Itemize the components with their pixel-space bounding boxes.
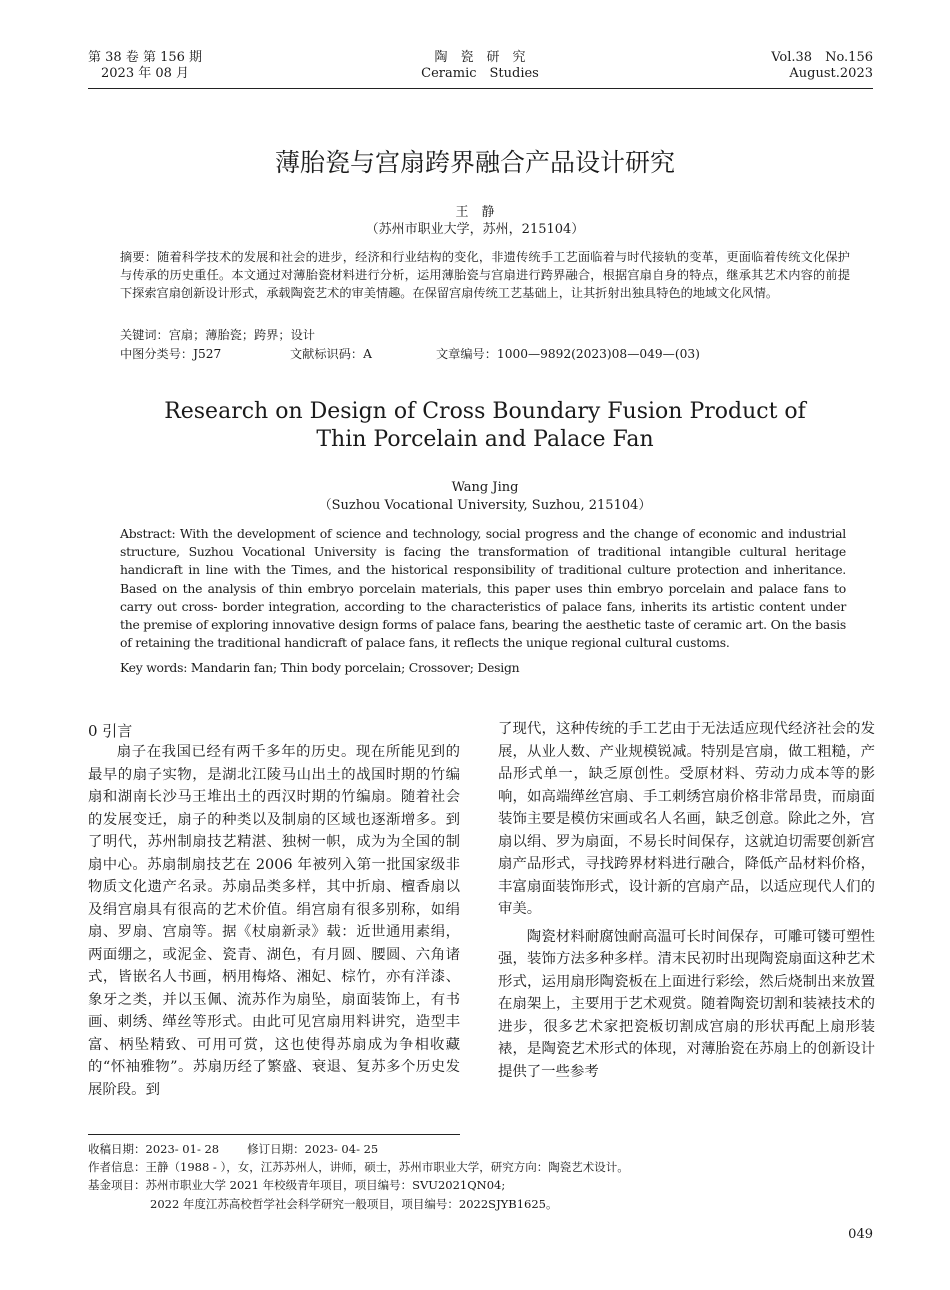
received-date: 收稿日期：2023- 01- 28: [88, 1142, 220, 1156]
fund-info-2: 2022 年度江苏高校哲学社会科学研究一般项目，项目编号：2022SJYB1625。: [150, 1197, 558, 1211]
author-en: Wang Jing: [451, 480, 519, 495]
body-paragraph: 了现代，这种传统的手工艺由于无法适应现代经济社会的发展，从业人数、产业规模锐减。特别是宫扇，做工粗糙，产品形式单一，缺乏原创性。受原材料、劳动力成本等的影响，如高端缂丝宫扇、手工刺绣宫扇价格非常昂贵，而扇面装饰主要是模仿宋画或名人名画，缺乏创意。除此之外，宫扇以绢、罗为扇面，不易长时间保存，这就迫切需要创新宫扇产品形式，寻找跨界材料进行融合，降低产品材料价格，丰富扇面装饰形式，设计新的宫扇产品，以适应现代人们的审美。: [498, 721, 875, 917]
header-rule: [88, 88, 873, 89]
header-left: [88, 50, 202, 82]
body-column-left: 扇子在我国已经有两千多年的历史。现在所能见到的最早的扇子实物，是湖北江陵马山出土的战国时期的竹编扇和湖南长沙马王堆出土的西汉时期的竹编扇。随着社会的发展变迁，扇子的种类以及制扇的区域也逐渐增多。到了明代，苏州制扇技艺精湛、独树一帜，成为为全国的制扇中心。苏扇制扇技艺在 2006 年被列入第一批国家级非物质文化遗产名录。苏扇品类多样，其中折扇、檀香扇以及绢宫扇具有很高的艺术价值。绢宫扇有很多别称，如绢扇、罗扇、宫扇等。据《杖扇新录》载：近世通用素绢，两面绷之，或泥金、瓷青、湖色，有月圆、腰圆、六角诸式，皆嵌名人书画，柄用梅烙、湘妃、棕竹，亦有洋漆、象牙之类，并以玉佩、流苏作为扇坠，扇面装饰上，有书画、刺绣、缂丝等形式。由此可见宫扇用料讲究，造型丰富、柄坠精致、可用可赏，这也使得苏扇成为争相收藏的“怀袖雅物”。苏扇历经了繁盛、衰退、复苏多个历史发展阶段。到: [88, 744, 460, 1098]
affiliation-cn: （苏州市职业大学，苏州，215104）: [365, 222, 585, 237]
journal-name-en: Ceramic Studies: [421, 66, 539, 81]
author-cn: 王 静: [455, 205, 495, 220]
date-en: August.2023: [789, 66, 873, 81]
section-heading: 0 引言: [88, 722, 133, 740]
volume-issue-en: Vol.38 No.156: [771, 50, 873, 65]
revised-date: 修订日期：2023- 04- 25: [247, 1142, 379, 1156]
title-en: [60, 398, 910, 454]
author-info: 作者信息：王静（1988 - ），女，江苏苏州人，讲师，硕士，苏州市职业大学，研究方向：陶瓷艺术设计。: [88, 1160, 629, 1174]
journal-name-cn: 陶 瓷 研 究: [434, 50, 526, 65]
fund-info-1: 基金项目：苏州市职业大学 2021 年校级青年项目，项目编号：SVU2021QN04;: [88, 1178, 506, 1192]
volume-issue-cn: 第 38 卷 第 156 期: [88, 50, 203, 65]
document-code: 文献标识码：A: [290, 347, 372, 361]
abstract-cn: 摘要：随着科学技术的发展和社会的进步，经济和行业结构的变化，非遗传统手工艺面临着与时代接轨的变革，更面临着传统文化保护与传承的历史重任。本文通过对薄胎瓷材料进行分析，运用薄胎瓷与宫扇进行跨界融合，根据宫扇自身的特点，继承其艺术内容的前提下探索宫扇创新设计形式，承载陶瓷艺术的审美情趣。在保留宫扇传统工艺基础上，让其折射出独具特色的地域文化风情。: [120, 250, 850, 300]
title-en-line-2: Thin Porcelain and Palace Fan: [316, 427, 654, 452]
page-number: 049: [848, 1227, 873, 1242]
header-right: [690, 50, 873, 82]
abstract-en: Abstract: With the development of science and technology, social progress and the change of economic and industrial structure, Suzhou Vocational University is facing the transformation of traditional intangible cultural heritage handicraft in line with the Times, and the historical responsibility of traditional culture protection and inheritance. Based on the analysis of thin embryo porcelain materials, this paper uses thin embryo porcelain and palace fans to carry out cross- border integration, according to the characteristics of palace fans, inherits its artistic content under the premise of exploring innovative design forms of palace fans, bearing the aesthetic taste of ceramic art. On the basis of retaining the traditional handicraft of palace fans, it reflects the unique regional cultural customs.: [120, 526, 846, 651]
keywords-cn: 关键词：宫扇；薄胎瓷；跨界；设计: [120, 328, 315, 342]
date-cn: 2023 年 08 月: [101, 66, 190, 81]
footnote-dates: [88, 1141, 406, 1158]
article-number: 文章编号：1000—9892(2023)08—049—(03): [436, 347, 700, 361]
title-cn: 薄胎瓷与宫扇跨界融合产品设计研究: [274, 148, 675, 177]
affiliation-en: （Suzhou Vocational University, Suzhou, 215104）: [318, 498, 652, 513]
header-center: [400, 50, 560, 82]
body-column-right: [498, 718, 875, 1083]
title-en-line-1: Research on Design of Cross Boundary Fusion Product of: [164, 399, 806, 424]
footnote-rule: [88, 1134, 460, 1135]
clc-number: 中图分类号：J527: [120, 347, 222, 361]
body-paragraph: 陶瓷材料耐腐蚀耐高温可长时间保存，可雕可镂可塑性强，装饰方法多种多样。清末民初时出现陶瓷扇面这种艺术形式，运用扇形陶瓷板在上面进行彩绘，然后烧制出来放置在扇架上，主要用于艺术观赏。随着陶瓷切割和装裱技术的进步，很多艺术家把瓷板切割成宫扇的形状再配上扇形装裱，是陶瓷艺术形式的体现，对薄胎瓷在苏扇上的创新设计提供了一些参考: [498, 928, 875, 1080]
keywords-en: Key words: Mandarin fan; Thin body porcelain; Crossover; Design: [120, 660, 520, 675]
